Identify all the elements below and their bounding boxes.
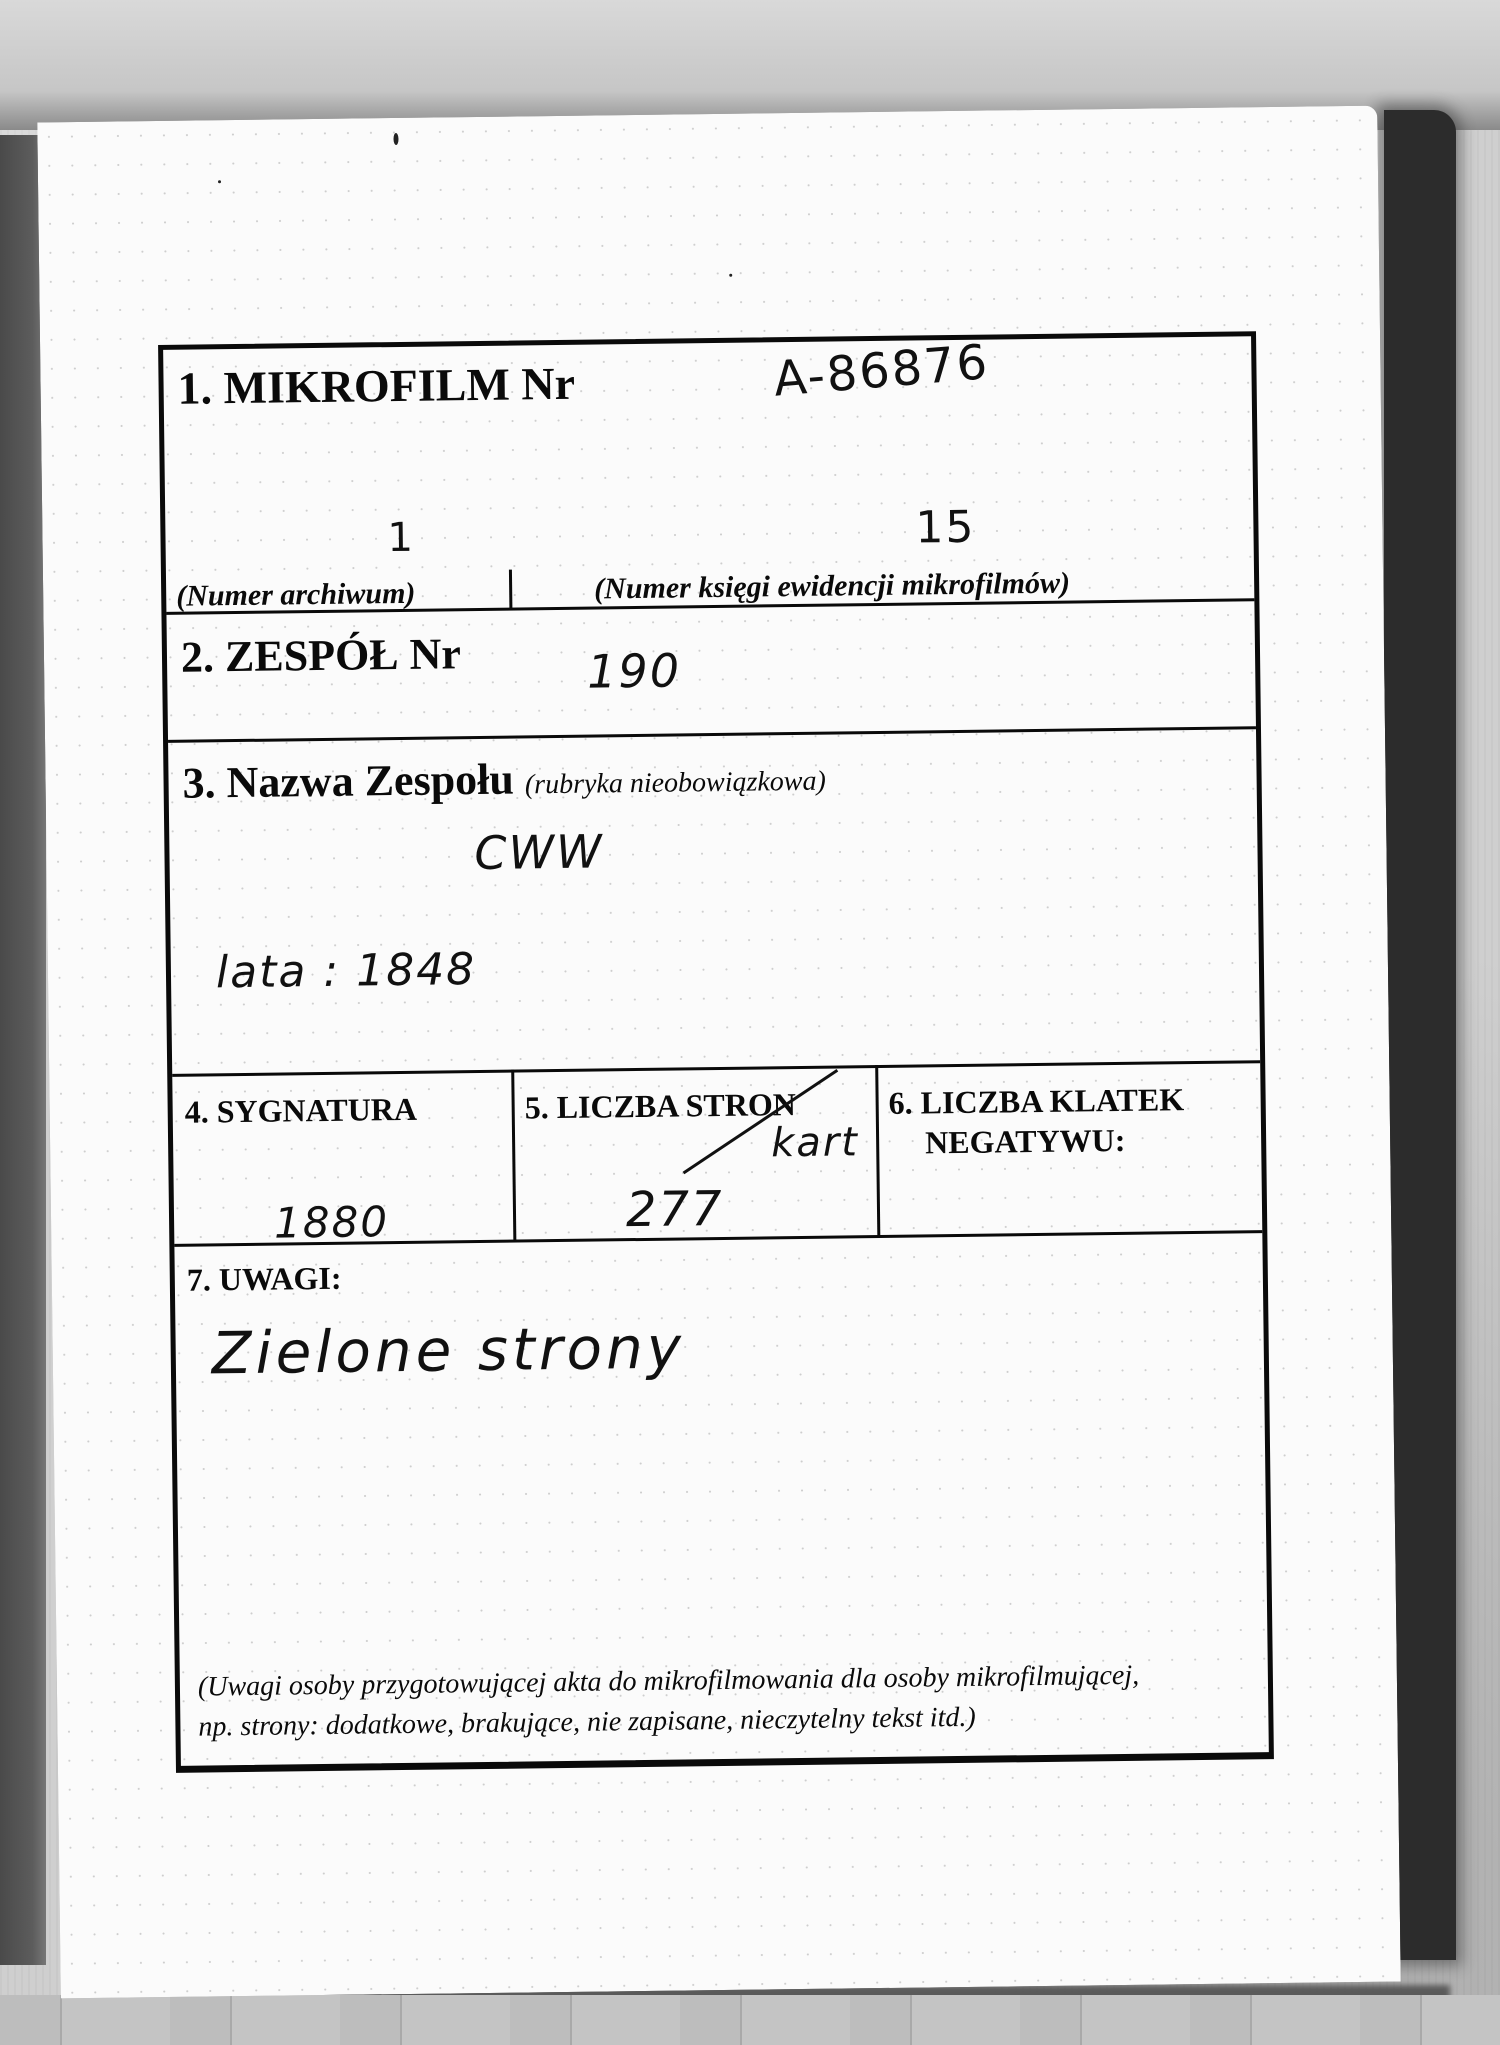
nazwa-zespolu-label: [182, 750, 826, 809]
nazwa-zespolu-value: CWW: [474, 824, 604, 881]
nazwa-zespolu-note: (rubryka nieobowiązkowa): [524, 765, 827, 801]
uwagi-value: Zielone strony: [211, 1313, 686, 1388]
years-value: lata : 1848: [215, 944, 477, 999]
sygnatura-value: 1880: [273, 1197, 390, 1248]
column-divider-5-6: [875, 1065, 880, 1237]
liczba-stron-value: 277: [625, 1180, 724, 1239]
row1-divider: [509, 570, 513, 610]
mikrofilm-label: 1. MIKROFILM Nr: [177, 357, 576, 414]
microfilm-card: [37, 106, 1400, 1999]
liczba-stron-correction: kart: [770, 1119, 860, 1167]
background-bottom: [0, 1995, 1500, 2045]
background-left-edge: [0, 135, 46, 1965]
archive-number-label: (Numer archiwum): [176, 576, 416, 613]
dust-speck: [393, 133, 398, 145]
row-separator: [168, 726, 1256, 743]
register-number-label: (Numer księgi ewidencji mikrofilmów): [593, 566, 1071, 606]
mikrofilm-number: A-86876: [771, 334, 992, 408]
form-table: [158, 331, 1274, 1773]
sygnatura-label: 4. SYGNATURA: [184, 1090, 418, 1130]
section-mikrofilm: [163, 334, 1251, 613]
register-number-value: 15: [915, 501, 976, 554]
dust-speck: [218, 180, 221, 183]
uwagi-footnote-2: np. strony: dodatkowe, brakujące, nie zapisane, nieczytelny tekst itd.): [198, 1701, 976, 1743]
dust-speck: [729, 274, 732, 277]
liczba-klatek-label-2: NEGATYWU:: [924, 1121, 1126, 1161]
column-divider-4-5: [511, 1070, 516, 1242]
zespol-number: 190: [586, 643, 682, 699]
nazwa-zespolu-label-text: 3. Nazwa Zespołu: [182, 754, 515, 808]
uwagi-footnote-1: (Uwagi osoby przygotowującej akta do mikrofilmowania dla osoby mikrofilmującej,: [197, 1659, 1140, 1703]
uwagi-label: 7. UWAGI:: [186, 1259, 342, 1298]
liczba-stron-label: 5. LICZBA STRON: [524, 1086, 797, 1126]
archive-number-value: 1: [387, 514, 416, 562]
liczba-klatek-label-1: 6. LICZBA KLATEK: [888, 1081, 1185, 1121]
zespol-label: 2. ZESPÓŁ Nr: [180, 629, 462, 682]
row-separator: [172, 1060, 1260, 1077]
